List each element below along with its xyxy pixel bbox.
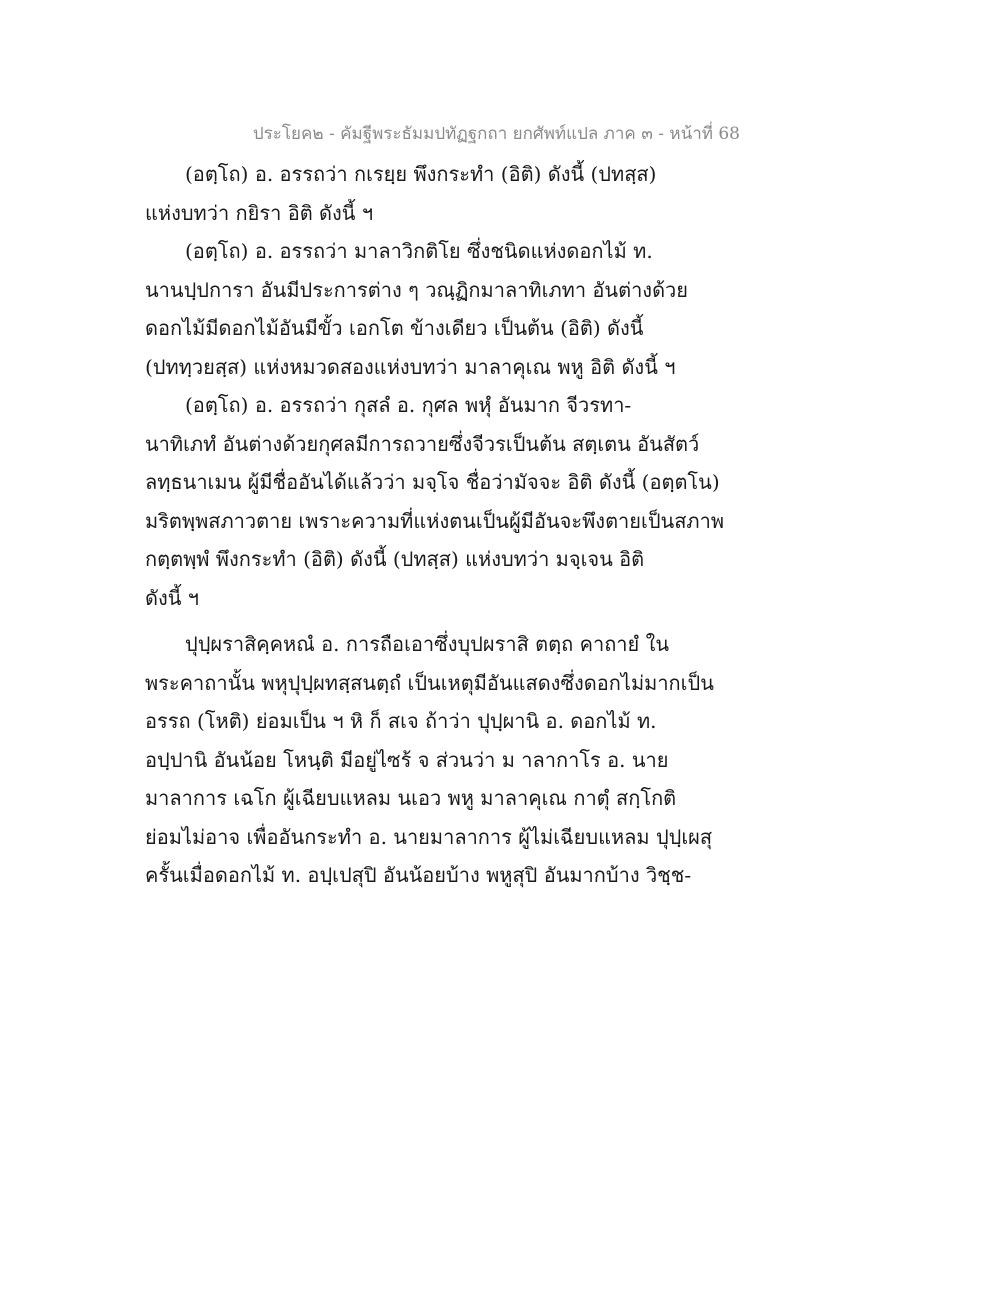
text-line: อรรถ (โหติ) ย่อมเป็น ฯ หิ ก็ สเจ ถ้าว่า ปุปฺผานิ อ. ดอกไม้ ท. (145, 709, 657, 733)
body-text (145, 155, 725, 895)
paragraph-gap (145, 617, 705, 625)
text-line: (ปททฺวยสฺส) แห่งหมวดสองแห่งบทว่า มาลาคุเณ พหู อิติ ดังนี้ ฯ (145, 354, 676, 379)
paragraph (145, 232, 705, 386)
text-line: ครั้นเมื่อดอกไม้ ท. อปฺเปสุปิ อันน้อยบ้าง พหูสุปิ อันมากบ้าง วิชฺช- (145, 863, 692, 887)
text-line: (อตฺโถ) อ. อรรถว่า กเรยฺย พึงกระทำ (อิติ) ดังนี้ (ปทสฺส) (185, 162, 657, 186)
paragraph (145, 625, 714, 895)
text-line: ปุปฺผราสิคฺคหณํ อ. การถือเอาซึ่งบุปผราสิ ตตฺถ คาถายํ ใน (185, 632, 670, 656)
text-line: มาลาการ เฉโก ผู้เฉียบแหลม นเอว พหู มาลาคุเณ กาตุํ สกฺโกติ (145, 786, 677, 810)
text-line: ดังนี้ ฯ (145, 585, 200, 610)
text-line: ย่อมไม่อาจ เพื่ออันกระทำ อ. นายมาลาการ ผู้ไม่เฉียบแหลม ปุปฺเผสุ (145, 824, 713, 849)
text-line: (อตฺโถ) อ. อรรถว่า มาลาวิกติโย ซึ่งชนิดแห่งดอกไม้ ท. (185, 239, 653, 263)
text-line: นาทิเภทํ อันต่างด้วยกุศลมีการถวายซึ่งจีวรเป็นต้น สตฺเตน อันสัตว์ (145, 431, 700, 456)
text-line: ลทฺธนาเมน ผู้มีชื่ออันได้แล้วว่า มจฺโจ ชื่อว่ามัจจะ อิติ ดังนี้ (อตฺตโน) (145, 470, 720, 494)
paragraph (145, 155, 705, 232)
text-line: ดอกไม้มีดอกไม้อันมีขั้ว เอกโต ข้างเดียว เป็นต้น (อิติ) ดังนี้ (145, 316, 644, 340)
text-line: กตฺตพฺพํ พึงกระทำ (อิติ) ดังนี้ (ปทสฺส) แห่งบทว่า มจฺเจน อิติ (145, 547, 645, 571)
text-line: พระคาถานั้น พหุปุปฺผทสฺสนตฺถํ เป็นเหตุมีอันแสดงซึ่งดอกไม่มากเป็น (145, 670, 714, 695)
paragraph (145, 386, 725, 617)
text-line: มริตพฺพสภาวตาย เพราะความที่แห่งตนเป็นผู้มีอันจะพึงตายเป็นสภาพ (145, 508, 725, 533)
text-line: แห่งบทว่า กยิรา อิติ ดังนี้ ฯ (145, 200, 374, 225)
text-line: (อตฺโถ) อ. อรรถว่า กุสลํ อ. กุศล พหุํ อันมาก จีวรทา- (185, 393, 632, 417)
running-header: ประโยค๒ - คัมฐีพระธัมมปทัฏฐกถา ยกศัพท์แปล ภาค ๓ - หน้าที่ 68 (252, 124, 740, 144)
text-line: นานปฺปการา อันมีประการต่าง ๆ วณฺฏิกมาลาทิเภทา อันต่างด้วย (145, 277, 689, 302)
text-line: อปฺปานิ อันน้อย โหนฺติ มีอยู่ไซร้ จ ส่วนว่า ม าลากาโร อ. นาย (145, 747, 669, 772)
